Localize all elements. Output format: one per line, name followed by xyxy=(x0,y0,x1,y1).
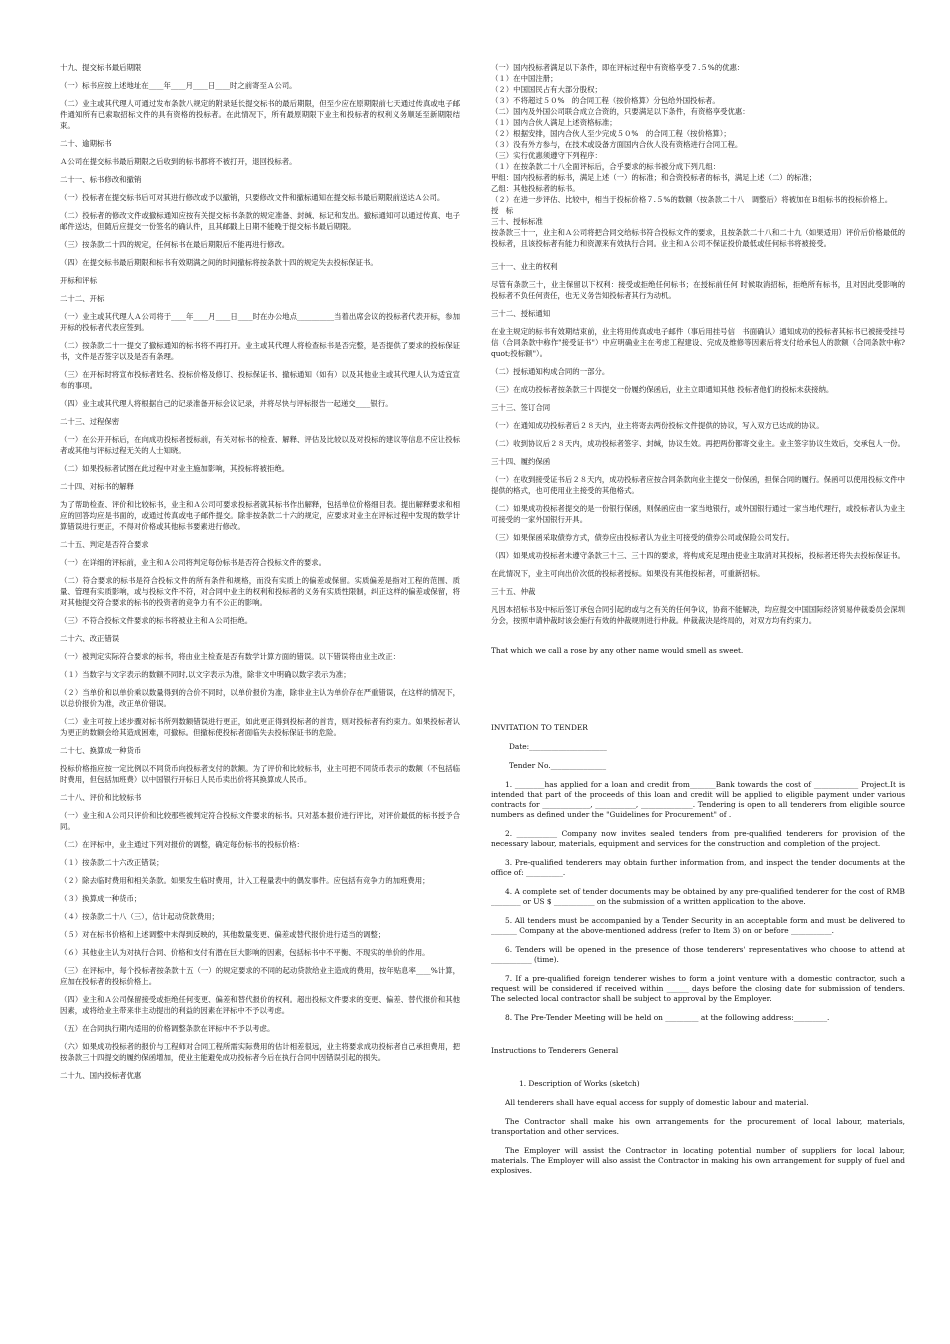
paragraph: （二）在评标中，业主通过下列对报价的调整，确定每份标书的投标价格： xyxy=(60,840,304,849)
list-line: 按条款三十一，业主和Ａ公司将把合同交给标书符合投标文件的要求，且按条款二十八和二十九（如果适用）评价后价格最低的投标者，且该投标者有能力和资源来有效执行合同。业主和Ａ公司不保证投价最低或任何标书将被接受。 xyxy=(491,228,905,248)
paragraph: （二）收到协议后２８天内，成功投标者签字、封缄，协议生效。再把两份都寄交业主。业主签字协议生效后，交承包人一份。 xyxy=(491,439,905,448)
paragraph: 二十九、国内投标者优惠 xyxy=(60,1071,142,1080)
paragraph: 十九、提交标书最后期限 xyxy=(60,63,142,72)
paragraph: （二）符合要求的标书是符合投标文件的所有条件和规格，而没有实质上的偏差或保留。实质偏差是指对工程的范围、质量、管理有实质影响，或与投标文件不符，对合同中业主的权利和投标者的义务有实质性限制，纠正这样的偏差或保留，将对其他提交符合要求的标书的投资者的竞争力有不公正的影响。 xyxy=(60,576,460,607)
preference-section xyxy=(491,62,905,249)
paragraph: （一）在收到接受证书后２８天内，成功投标者应按合同条款向业主提交一份保函，担保合同的履行。保函可以使用投标文件中提供的格式，也可使用业主接受的其他格式。 xyxy=(491,475,905,495)
paragraph: 二十八、评价和比较标书 xyxy=(60,793,142,802)
invitation-item: 2. ___________ Company now invites sealed tenders from pre-qualified tenderers for provision of the necessary labour, materials, equipment and services for the construction and completion of the project. xyxy=(491,829,905,848)
paragraph: （三）如果保函采取债券方式，债券应由投标者认为业主可接受的债券公司或保险公司发行。 xyxy=(491,533,795,542)
invitation-item: 6. Tenders will be opened in the presence of those tenderers' representatives who choose to attend at ___________ (time). xyxy=(491,945,905,964)
instruction-item: The Employer will assist the Contractor in locating potential number of suppliers for local labour, materials. The Employer will also assist the Contractor in making his own arrangement for supply of fuel and explosives. xyxy=(491,1146,905,1175)
invitation-section xyxy=(491,723,905,1176)
invitation-items xyxy=(491,780,905,1023)
paragraph: （三）不符合投标文件要求的标书将被业主和Ａ公司拒绝。 xyxy=(60,616,253,625)
instructions-items xyxy=(491,1098,905,1176)
paragraph: （二）业主可按上述步骤对标书所列数额错误进行更正，如此更正得到投标者的首肯，则对投标者有约束力。如果投标者认为更正的数额会给其造成困难，可撤标。但撤标使投标者面临失去投标保证书的危险。 xyxy=(60,717,460,737)
list-line: 乙组：其他投标者的标书。 xyxy=(491,184,580,193)
paragraph: （一）在通知成功投标者后２８天内，业主将寄去两份投标文件提供的协议，写入双方已达成的协议。 xyxy=(491,421,824,430)
paragraph: （三）按条款二十四的规定，任何标书在最后期限后不能再进行修改。 xyxy=(60,240,290,249)
list-line: （二）国内及外国公司联合成立合资的，只要满足以下条件，有资格享受优惠： xyxy=(491,107,750,116)
instruction-item: All tenderers shall have equal access for supply of domestic labour and material. xyxy=(505,1098,809,1107)
paragraph: （一）业主和Ａ公司只评价和比较那些被判定符合投标文件要求的标书。只对基本报价进行评比，对评价最低的标书授予合同。 xyxy=(60,811,460,831)
paragraph: （１）按条款二十六改正错误； xyxy=(60,858,164,867)
list-line: （３）不将超过５０% 的合同工程（按价格算）分包给外国投标者。 xyxy=(491,96,720,105)
date-line: Date:_____________________ xyxy=(509,742,607,751)
list-line: （三）实行优惠须遵守下列程序： xyxy=(491,151,602,160)
paragraph: （四）业主和Ａ公司保留接受或拒绝任何变更、偏差和替代报价的权利。超出投标文件要求的变更、偏差、替代报价和其他因素，或将给业主带来非主动提出的利益的因素在评标中不予以考虑。 xyxy=(60,995,460,1015)
invitation-item: 8. The Pre-Tender Meeting will be held on _________ at the following address:_________. xyxy=(505,1013,830,1022)
list-line: （一）国内投标者满足以下条件，即在评标过程中有资格享受７.５%的优惠： xyxy=(491,63,745,72)
paragraph: 二十三、过程保密 xyxy=(60,417,120,426)
list-line: 甲组：国内投标者的标书，满足上述（一）的标准；和合资投标者的标书，满足上述（二）的标准； xyxy=(491,173,817,182)
list-line: （２）中国国民占有大部分股权； xyxy=(491,85,602,94)
paragraph: （一）业主或其代理人Ａ公司将于____年____月____日____时在办公地点__________当着出席会议的投标者代表开标，参加开标的投标者代表应签到。 xyxy=(60,312,460,332)
paragraph: 二十六、改正错误 xyxy=(60,634,120,643)
invitation-item: 1. ________has applied for a loan and credit from_______Bank towards the cost of ____________ Project.It is intended that part of the proceeds of this loan and credit will be applied to eligible payment under various contracts for _____________, ___________, ______________. Tendering is open to all tenderers from eligible source numbers as defined under the "Guidelines for Procurement" of . xyxy=(491,780,905,819)
paragraph: 三十五、仲裁 xyxy=(491,587,536,596)
paragraph: 三十二、授标通知 xyxy=(491,309,551,318)
paragraph: 在业主规定的标书有效期结束前，业主将用传真或电子邮件（事后用挂号信 书面确认）通知成功的投标者其标书已被接受挂号信（合同条款中称作"接受证书"）中应明确业主在考虑工程建设、完成及维修等因素后将支付给承包人的款额（合同条款中称?quot;投标额"）。 xyxy=(491,327,905,358)
paragraph: 投标价格指应按一定比例以不同货币向投标者支付的款额。为了评价和比较标书，业主可把不同货币表示的数额（不包括临时费用，但包括加班费）以中国银行开标日人民币卖出价将其换算成人民币。 xyxy=(60,764,460,784)
paragraph: （一）投标者在提交标书后可对其进行修改或予以撤销，只要修改文件和撤标通知在提交标书最后期限前送达Ａ公司。 xyxy=(60,193,445,202)
paragraph: （二）按条款二十一提交了撤标通知的标书将不再打开。业主或其代理人将检查标书是否完整，是否提供了要求的投标保证书，文件是否签字以及是否有条理。 xyxy=(60,341,460,361)
instruction-item: The Contractor shall make his own arrangements for the procurement of local labour, materials, transportation and other services. xyxy=(491,1117,905,1136)
paragraph: （３）换算成一种货币； xyxy=(60,894,142,903)
paragraph: 二十一、标书修改和撤销 xyxy=(60,175,142,184)
list-line: （１）在按条款二十八全面评标后，合乎要求的标书被分成下列几组： xyxy=(491,162,721,171)
paragraph: （四）如果成功投标者未遵守条款三十三、三十四的要求，将构成充足理由使业主取消对其投标，投标者还将失去投标保证书。 xyxy=(491,551,905,560)
list-line: （２）在进一步评估、比较中，相当于投标价格７.５%的数额（按条款二十八 调整后）将被加在Ｂ组标书的投标价格上。 xyxy=(491,195,893,204)
paragraph: （二）授标通知构成合同的一部分。 xyxy=(491,367,610,376)
paragraph: （一）标书应按上述地址在____年____月____日____时之前寄至Ａ公司。 xyxy=(60,81,297,90)
paragraph: （四）在提交标书最后期限和标书有效期满之间的时间撤标将按条款十四的规定失去投标保证书。 xyxy=(60,258,378,267)
paragraph: （五）在合同执行期内适用的价格调整条款在评标中不予以考虑。 xyxy=(60,1024,275,1033)
paragraph: （１）当数字与文字表示的数额不同时,以文字表示为准，除非文中明确以数字表示为准； xyxy=(60,670,351,679)
list-line: 授 标 xyxy=(491,206,514,215)
paragraph: （六）如果成功投标者的报价与工程师对合同工程所需实际费用的估计相差很远，业主将要求成功投标者自己承担费用，把按条款三十四提交的履约保函增加，使业主能避免成功投标者今后在执行合同中因错误引起的损失。 xyxy=(60,1042,460,1062)
paragraph: 二十五、判定是否符合要求 xyxy=(60,540,149,549)
right-column xyxy=(491,62,905,1185)
paragraph: （４）按条款二十八（三），估计起动贷款费用； xyxy=(60,912,219,921)
paragraph: （２）除去临时费用和相关条款。如果发生临时费用，计入工程量表中的偶发事件。应包括有竞争力的加班费用； xyxy=(60,876,430,885)
left-column xyxy=(60,62,460,1088)
invitation-item: 4. A complete set of tender documents may be obtained by any pre-qualified tenderer for the cost of RMB ________ or US $ ___________ on the submission of a written application to the above. xyxy=(491,887,905,906)
paragraph: （二）如果投标者试图在此过程中对业主施加影响，其投标将被拒绝。 xyxy=(60,464,290,473)
paragraph: （一）被判定实际符合要求的标书，将由业主检查是否有数学计算方面的错误。以下错误将由业主改正： xyxy=(60,652,400,661)
paragraph: 开标和评标 xyxy=(60,276,97,285)
paragraph: （６）其他业主认为对执行合同、价格和支付有潜在巨大影响的因素，包括标书中不平衡、不现实的单价的作用。 xyxy=(60,948,430,957)
paragraph: 凡因本招标书及中标后签订承包合同引起的或与之有关的任何争议，协商不能解决，均应提交中国国际经济贸易仲裁委员会深圳分会，按照申请仲裁时该会施行有效的仲裁规则进行仲裁。仲裁裁决是终局的，对双方均有约束力。 xyxy=(491,605,905,625)
paragraph: （５）对在标书价格和上述调整中未得到反映的，其他数量变更、偏差或替代报价进行适当的调整； xyxy=(60,930,386,939)
paragraph: （三）在评标中，每个投标者按条款十五（一）的规定要求的不同的起动贷款给业主造成的费用，按年贴息率____%计算，应加在投标者的投标价格上。 xyxy=(60,966,460,986)
paragraph: （二）投标者的修改文件或撤标通知应按有关提交标书条款的规定准备、封缄、标记和发出。撤标通知可以通过传真、电子邮件送达，但随后应提交一份签名的确认件，且其邮戳上日期不能晚于提交标书最后期限。 xyxy=(60,211,460,231)
description-heading: 1. Description of Works (sketch) xyxy=(519,1079,640,1088)
paragraph: 尽管有条款三十，业主保留以下权利：接受或拒绝任何标书；在授标前任何 时候取消招标，拒绝所有标书，且对因此受影响的投标者不负任何责任，也无义务告知投标者其行为动机。 xyxy=(491,280,905,300)
tender-no-line: Tender No._______________ xyxy=(509,761,607,770)
list-line: （２）根据安排，国内合伙人至少完成５０% 的合同工程（按价格算）； xyxy=(491,129,731,138)
paragraph: （一）在公开开标后，在向成功投标者授标前，有关对标书的检查、解释、评估及比较以及对投标的建议等信息不应让投标者或其他与评标过程无关的人士知晓。 xyxy=(60,435,460,455)
list-line: 三十、授标标准 xyxy=(491,217,543,226)
paragraph: 二十四、对标书的解释 xyxy=(60,482,134,491)
paragraph: （２）当单价和以单价乘以数量得到的合价不同时，以单价报价为准，除非业主认为单价存在严重错误，在这样的情况下，以总价报价为准，改正单价错误。 xyxy=(60,688,460,708)
paragraph: （二）如果成功投标者提交的是一份银行保函，则保函应由一家当地银行，或外国银行通过一家当地代理行，或投标者认为业主可接受的一家外国银行开具。 xyxy=(491,504,905,524)
paragraph: （四）业主或其代理人将根据自己的记录准备开标会议记录，并将尽快与评标报告一起递交____银行。 xyxy=(60,399,393,408)
invitation-item: 5. All tenders must be accompanied by a Tender Security in an acceptable form and must be delivered to _______ Company at the above-mentioned address (refer to Item 3) on or before ___________. xyxy=(491,916,905,935)
list-line: （３）没有外方参与，在技术或设备方面国内合伙人没有资格进行合同工程。 xyxy=(491,140,743,149)
paragraph: （一）在详细的评标前，业主和Ａ公司将判定每份标书是否符合投标文件的要求。 xyxy=(60,558,327,567)
list-line: （１）国内合伙人满足上述资格标准； xyxy=(491,118,617,127)
paragraph: 二十七、换算成一种货币 xyxy=(60,746,142,755)
invitation-item: 3. Pre-qualified tenderers may obtain further information from, and inspect the tender documents at the office of: __________. xyxy=(491,858,905,877)
paragraph: 三十一、业主的权利 xyxy=(491,262,558,271)
quote-line: That which we call a rose by any other name would smell as sweet. xyxy=(491,646,744,655)
paragraph: 二十、逾期标书 xyxy=(60,139,112,148)
award-section xyxy=(491,261,905,626)
paragraph: （三）在开标时将宣布投标者姓名、投标价格及修订、投标保证书、撤标通知（如有）以及其他业主或其代理人认为适宜宣布的事项。 xyxy=(60,370,460,390)
paragraph: 三十三、签订合同 xyxy=(491,403,551,412)
paragraph: 二十二、开标 xyxy=(60,294,105,303)
invitation-item: 7. If a pre-qualified foreign tenderer wishes to form a joint venture with a domestic contractor, such a request will be considered if received within ______ days before the closing date for submission of tenders. The selected local contractor shall be subject to approval by the Employer. xyxy=(491,974,905,1003)
instructions-title: Instructions to Tenderers General xyxy=(491,1046,619,1055)
list-line: （１）在中国注册； xyxy=(491,74,558,83)
invitation-title: INVITATION TO TENDER xyxy=(491,723,588,732)
paragraph: 为了帮助检查、评价和比较标书，业主和Ａ公司可要求投标者就其标书作出解释，包括单位价格细目表。提出解释要求和相应的回答均应是书面的，或通过传真或电子邮件提交。除非按条款二十六的规定，应要求对业主在评标过程中发现的数学计算错误进行更正，不得对价格或其他标书要素进行修改。 xyxy=(60,500,460,531)
paragraph: 三十四、履约保函 xyxy=(491,457,551,466)
paragraph: Ａ公司在提交标书最后期限之后收到的标书都将不被打开，退回投标者。 xyxy=(60,157,297,166)
paragraph: （二）业主或其代理人可通过发布条款八规定的附录延长提交标书的最后期限，但至少应在原期限前七天通过传真或电子邮件通知所有已索取招标文件的具有资格的投标者。在此情况下，所有最原期限下业主和投标者的权利义务顺延至新期限结束。 xyxy=(60,99,460,130)
paragraph: （三）在成功投标者按条款三十四提交一份履约保函后，业主立即通知其他 投标者他们的投标未获接纳。 xyxy=(491,385,834,394)
paragraph: 在此情况下，业主可向出价次低的投标者授标。如果没有其他投标者，可重新招标。 xyxy=(491,569,765,578)
